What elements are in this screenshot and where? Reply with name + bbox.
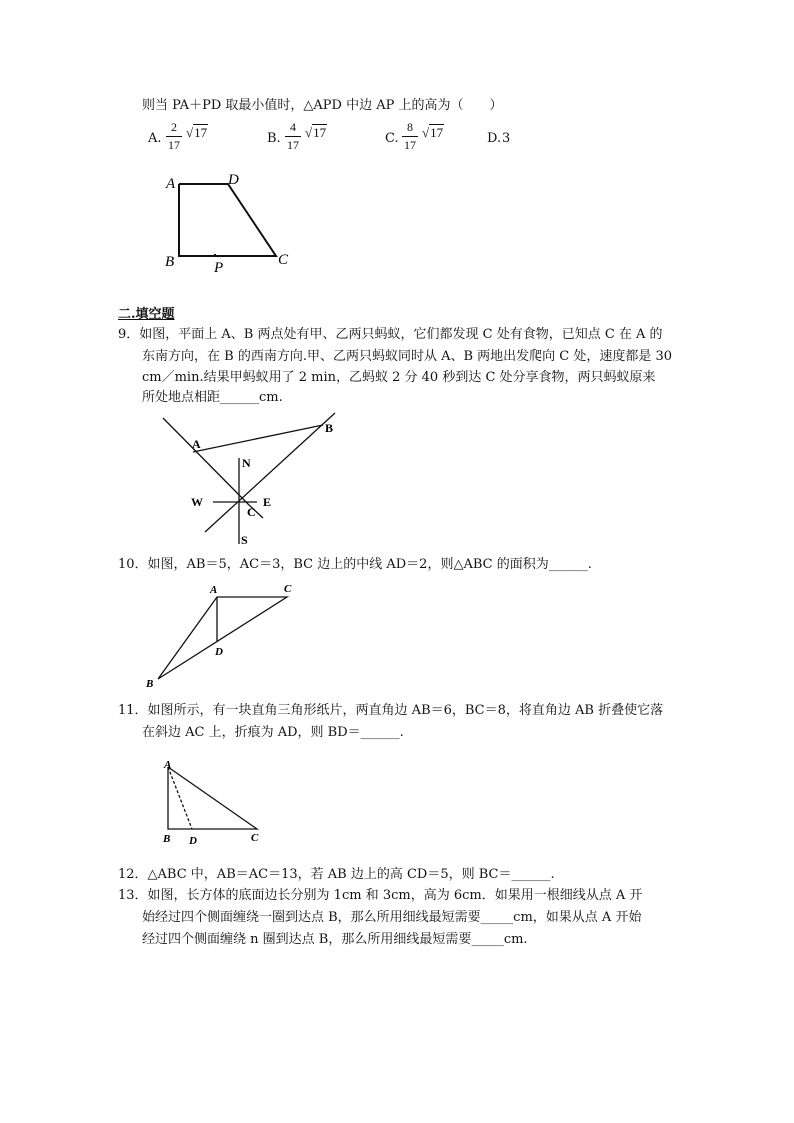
q12-text: 12．△ABC 中，AB＝AC＝13，若 AB 边上的高 CD＝5，则 BC＝______. (118, 867, 555, 882)
q9-line-1: 9．如图，平面上 A、B 两点处有甲、乙两只蚂蚁，它们都发现 C 处有食物，已知点 C 在 A 的 (118, 327, 663, 342)
fold-line-ad (168, 767, 192, 829)
q13-line-2: 始经过四个侧面缠绕一圈到达点 B，那么所用细线最短需要_____cm，如果从点 A 开始 (142, 910, 642, 925)
radicand: 17 (430, 125, 444, 140)
q10-text: 10．如图，AB＝5，AC＝3，BC 边上的中线 AD＝2，则△ABC 的面积为______. (118, 557, 592, 572)
q11-line-2: 在斜边 AC 上，折痕为 AD，则 BD＝______. (142, 725, 404, 740)
q9-line-2: 东南方向，在 B 的西南方向.甲、乙两只蚂蚁同时从 A、B 两地出发爬向 C 处，速度都是 30 (142, 349, 673, 364)
option-label: C. (385, 131, 399, 146)
triangle-abc (158, 597, 287, 679)
triangle-abc (168, 767, 257, 829)
numerator: 2 (171, 120, 177, 134)
label-d: D (215, 646, 223, 658)
q11-line-1: 11．如图所示，有一块直角三角形纸片，两直角边 AB＝6，BC＝8，将直角边 AB 折叠使它落 (118, 703, 664, 718)
label-c: C (278, 252, 289, 268)
label-b: B (325, 421, 334, 435)
label-p: P (214, 260, 224, 276)
label-s: S (241, 533, 248, 547)
line-b-c (205, 413, 335, 532)
fraction (164, 119, 224, 159)
label-a: A (210, 584, 218, 596)
radicand: 17 (194, 125, 208, 140)
label-c: C (247, 505, 256, 519)
label-e: E (263, 495, 272, 509)
sqrt: √17 (186, 125, 208, 140)
compass-figure (155, 410, 345, 550)
label-a: A (166, 176, 176, 192)
section-title: 二.填空题 (118, 307, 175, 322)
label-d: D (228, 172, 239, 188)
q13-line-1: 13．如图，长方体的底面边长分别为 1cm 和 3cm，高为 6cm．如果用一根细线从点 A 开 (118, 888, 643, 903)
option-label: B. (267, 131, 281, 146)
label-b: B (163, 833, 171, 845)
denominator: 17 (168, 138, 180, 152)
denominator: 17 (287, 138, 299, 152)
label-b: B (165, 254, 175, 270)
option-label: D. (487, 131, 502, 146)
label-w: W (191, 495, 203, 509)
numerator: 4 (290, 120, 296, 134)
label-c: C (284, 583, 292, 595)
q8-stem: 则当 PA＋PD 取最小值时，△APD 中边 AP 上的高为（ ） (142, 98, 503, 113)
option-label: A. (148, 131, 162, 146)
radicand: 17 (313, 125, 327, 140)
sqrt: √17 (305, 125, 327, 140)
line-a-c (163, 418, 249, 505)
label-c: C (251, 832, 259, 844)
triangle-figure-q11 (155, 757, 270, 849)
q13-line-3: 经过四个侧面缠绕 n 圈到达点 B，那么所用细线最短需要_____cm. (142, 932, 528, 947)
sqrt: √17 (422, 125, 444, 140)
trapezoid-figure (160, 168, 300, 278)
label-n: N (242, 456, 251, 470)
label-b: B (146, 678, 154, 690)
triangle-figure-q10 (140, 578, 310, 693)
denominator: 17 (404, 138, 416, 152)
label-d: D (189, 835, 197, 847)
label-a: A (164, 759, 172, 771)
segment-a-b (193, 425, 323, 452)
q9-line-3: cm／min.结果甲蚂蚁用了 2 min，乙蚂蚁 2 分 40 秒到达 C 处分享食物，两只蚂蚁原来 (142, 370, 656, 385)
label-a: A (192, 437, 201, 451)
q9-line-4: 所处地点相距______cm. (142, 390, 283, 405)
trapezoid-shape (179, 184, 276, 256)
numerator: 8 (407, 120, 413, 134)
fraction (283, 119, 343, 159)
fraction (400, 119, 460, 159)
option-value: 3 (502, 131, 511, 146)
